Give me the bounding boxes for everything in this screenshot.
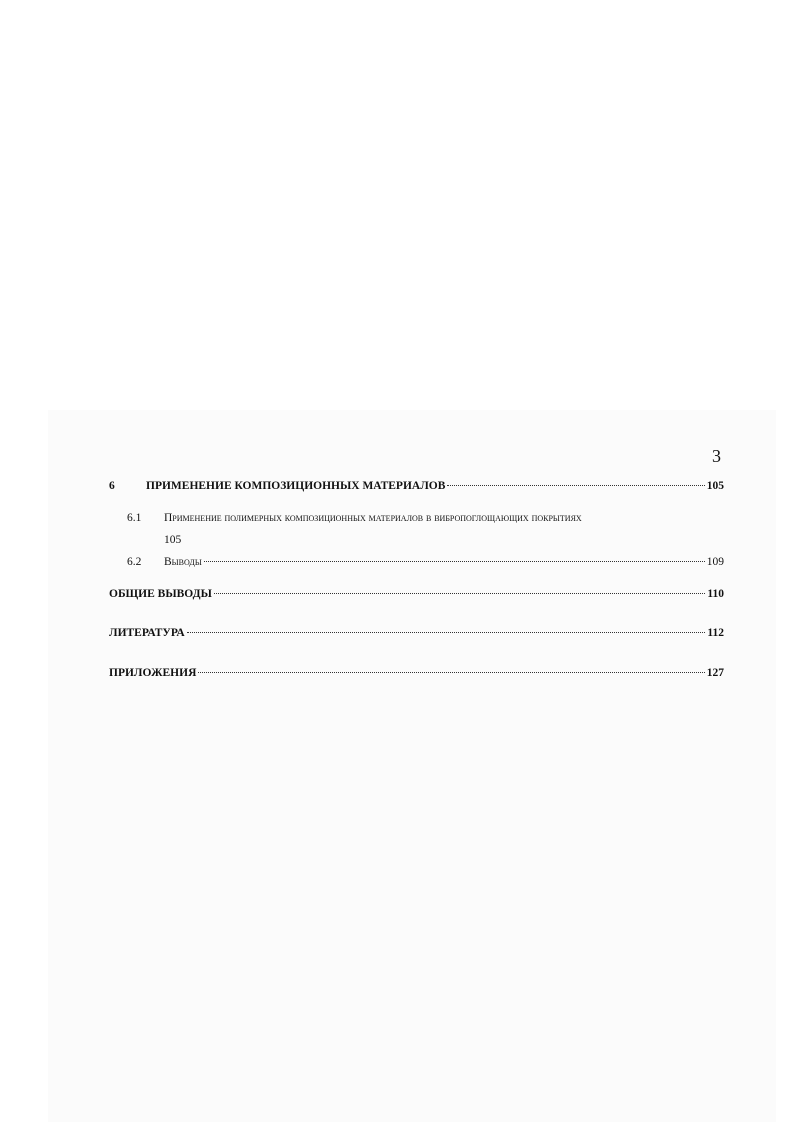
toc-entry-page: 112	[707, 627, 724, 639]
toc-entry-appendices	[109, 666, 724, 680]
toc-entry-general-conclusions	[109, 587, 724, 601]
toc-entry-page: 127	[706, 667, 724, 679]
toc-entry-title: ПРИМЕНЕНИЕ КОМПОЗИЦИОННЫХ МАТЕРИАЛОВ	[146, 480, 446, 492]
toc-entry-title: Выводы	[164, 556, 202, 568]
toc-entry-section-6-2	[127, 555, 724, 569]
toc-entry-section-6-1	[127, 511, 724, 547]
toc-leader-dots	[187, 632, 706, 633]
toc-entry-literature	[109, 626, 724, 640]
toc-leader-dots	[447, 485, 704, 486]
toc-entry-page: 105	[164, 534, 182, 546]
toc-entry-title: ОБЩИЕ ВЫВОДЫ	[109, 588, 212, 600]
toc-entry-number: 6.2	[127, 556, 142, 568]
toc-entry-number: 6.1	[127, 512, 142, 524]
page-number: 3	[712, 446, 721, 466]
toc-entry-chapter-6	[109, 479, 724, 493]
toc-entry-number: 6	[109, 480, 115, 492]
toc-leader-dots	[214, 593, 705, 594]
toc-entry-title: ПРИЛОЖЕНИЯ	[109, 667, 197, 679]
toc-entry-page: 105	[706, 480, 724, 492]
toc-entry-page: 109	[706, 556, 724, 568]
toc-leader-dots	[198, 672, 704, 673]
toc-entry-page: 110	[707, 588, 724, 600]
toc-entry-title: Применение полимерных композиционных материалов в вибропоглощающих покрытиях	[164, 512, 582, 524]
toc-leader-dots	[204, 561, 705, 562]
toc-entry-title: ЛИТЕРАТУРА	[109, 627, 185, 639]
